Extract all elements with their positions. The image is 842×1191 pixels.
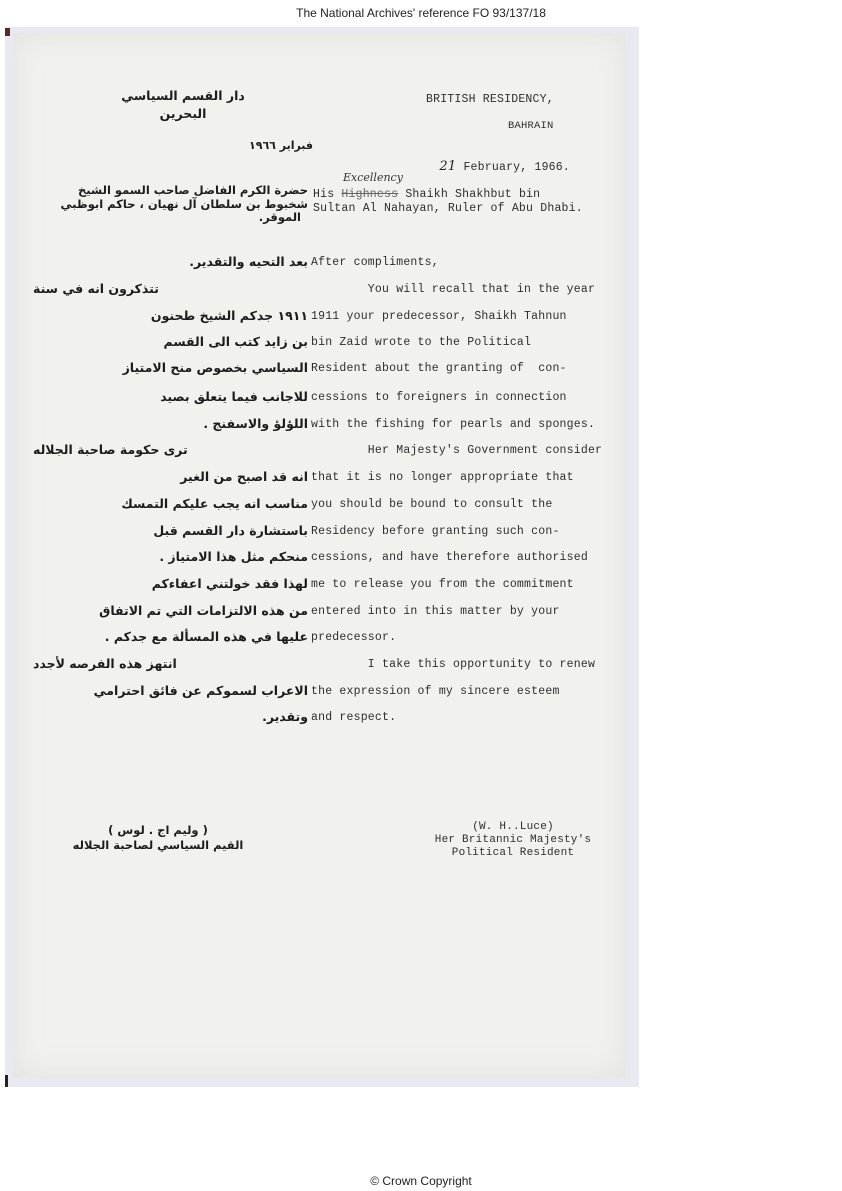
- body-line-ar: ١٩١١ جدكم الشيخ طحنون: [150, 308, 308, 323]
- body-line-en: you should be bound to consult the: [311, 498, 553, 511]
- struck-title: Highness: [341, 188, 399, 201]
- signature-name-ar: ( وليم اج . لوس ): [108, 823, 208, 837]
- signature-title-ar: القيم السياسي لصاحبة الجلاله: [72, 838, 244, 852]
- body-line-en: and respect.: [311, 711, 397, 724]
- edge-mark-top: [5, 28, 10, 36]
- letterhead-office-ar: دار القسم السياسي: [121, 88, 245, 103]
- body-line-ar: باستشارة دار القسم قبل: [153, 523, 308, 538]
- body-line-en: that it is no longer appropriate that: [311, 471, 574, 484]
- body-line-ar: الاعراب لسموكم عن فائق احترامي: [93, 683, 308, 698]
- date-day-handwritten: 21: [439, 159, 457, 174]
- signature-title1-en: Her Britannic Majesty's: [434, 834, 592, 846]
- letter-date-ar: فبراير ١٩٦٦: [249, 139, 313, 152]
- addressee-line3-ar: الموقر.: [258, 210, 301, 224]
- body-line-en: with the fishing for pearls and sponges.: [311, 418, 596, 431]
- body-line-ar: ترى حكومة صاحبة الجلاله: [33, 442, 188, 457]
- body-line-ar: بعد التحيه والتقدير.: [189, 254, 308, 269]
- addressee-line1-en: [313, 188, 540, 201]
- addressee-name-part: Shaikh Shakhbut bin: [398, 188, 541, 201]
- body-line-en: me to release you from the commitment: [311, 578, 574, 591]
- body-line-ar: بن زايد كتب الى القسم: [163, 334, 308, 349]
- archive-reference-header: The National Archives' reference FO 93/137/18: [296, 6, 546, 20]
- body-line-en: 1911 your predecessor, Shaikh Tahnun: [311, 310, 567, 323]
- body-line-ar: منحكم مثل هذا الامتياز .: [159, 549, 308, 564]
- letterhead-office-en: BRITISH RESIDENCY,: [426, 93, 554, 106]
- body-line-en: predecessor.: [311, 631, 397, 644]
- body-line-en: the expression of my sincere esteem: [311, 685, 560, 698]
- addressee-line2-en: Sultan Al Nahayan, Ruler of Abu Dhabi.: [313, 202, 583, 215]
- handwritten-correction: Excellency: [343, 171, 403, 184]
- body-line-ar: اللؤلؤ والاسفنج .: [203, 416, 308, 431]
- body-line-ar: مناسب انه يجب عليكم التمسك: [121, 496, 308, 511]
- body-line-en: Her Majesty's Government consider: [311, 444, 603, 457]
- body-line-en: I take this opportunity to renew: [311, 658, 596, 671]
- body-line-ar: تتذكرون انه في سنة: [33, 281, 159, 296]
- signature-title2-en: Political Resident: [451, 847, 575, 859]
- body-line-ar: وتقدير.: [262, 709, 308, 724]
- letterhead-place-ar: البحرين: [159, 106, 207, 121]
- body-line-en: You will recall that in the year: [311, 283, 596, 296]
- body-line-en: After compliments,: [311, 256, 439, 269]
- body-line-en: cessions, and have therefore authorised: [311, 551, 588, 564]
- body-line-en: Resident about the granting of con-: [311, 362, 567, 375]
- body-line-ar: السياسي بخصوص منح الامتياز: [122, 360, 308, 375]
- signature-name-en: (W. H..Luce): [472, 821, 554, 833]
- addressee-line1-ar: حضرة الكرم الفاضل صاحب السمو الشيخ: [77, 183, 308, 197]
- body-line-ar: من هذه الالتزامات التي تم الاتفاق: [99, 603, 308, 618]
- letterhead-place-en: BAHRAIN: [508, 120, 554, 132]
- body-line-ar: عليها في هذه المسألة مع جدكم .: [104, 629, 308, 644]
- body-line-ar: للاجانب فيما يتعلق بصيد: [160, 389, 308, 404]
- addressee-line2-ar: شخبوط بن سلطان آل نهيان ، حاكم ابوظبي: [60, 197, 308, 211]
- body-line-en: bin Zaid wrote to the Political: [311, 336, 532, 349]
- date-month-year: February, 1966.: [456, 161, 570, 174]
- letter-paper: [13, 33, 625, 1078]
- addressee-prefix: His: [313, 188, 342, 201]
- body-line-ar: لهذا فقد خولتني اعفاءكم: [151, 576, 308, 591]
- body-line-en: cessions to foreigners in connection: [311, 391, 567, 404]
- body-line-ar: انه قد اصبح من الغير: [180, 469, 308, 484]
- body-line-en: Residency before granting such con-: [311, 525, 560, 538]
- edge-mark-bottom: [5, 1075, 8, 1087]
- copyright-footer: © Crown Copyright: [370, 1174, 472, 1188]
- letter-date-en: [411, 146, 570, 187]
- body-line-ar: انتهز هذه الفرصه لأجدد: [33, 656, 177, 671]
- body-line-en: entered into in this matter by your: [311, 605, 560, 618]
